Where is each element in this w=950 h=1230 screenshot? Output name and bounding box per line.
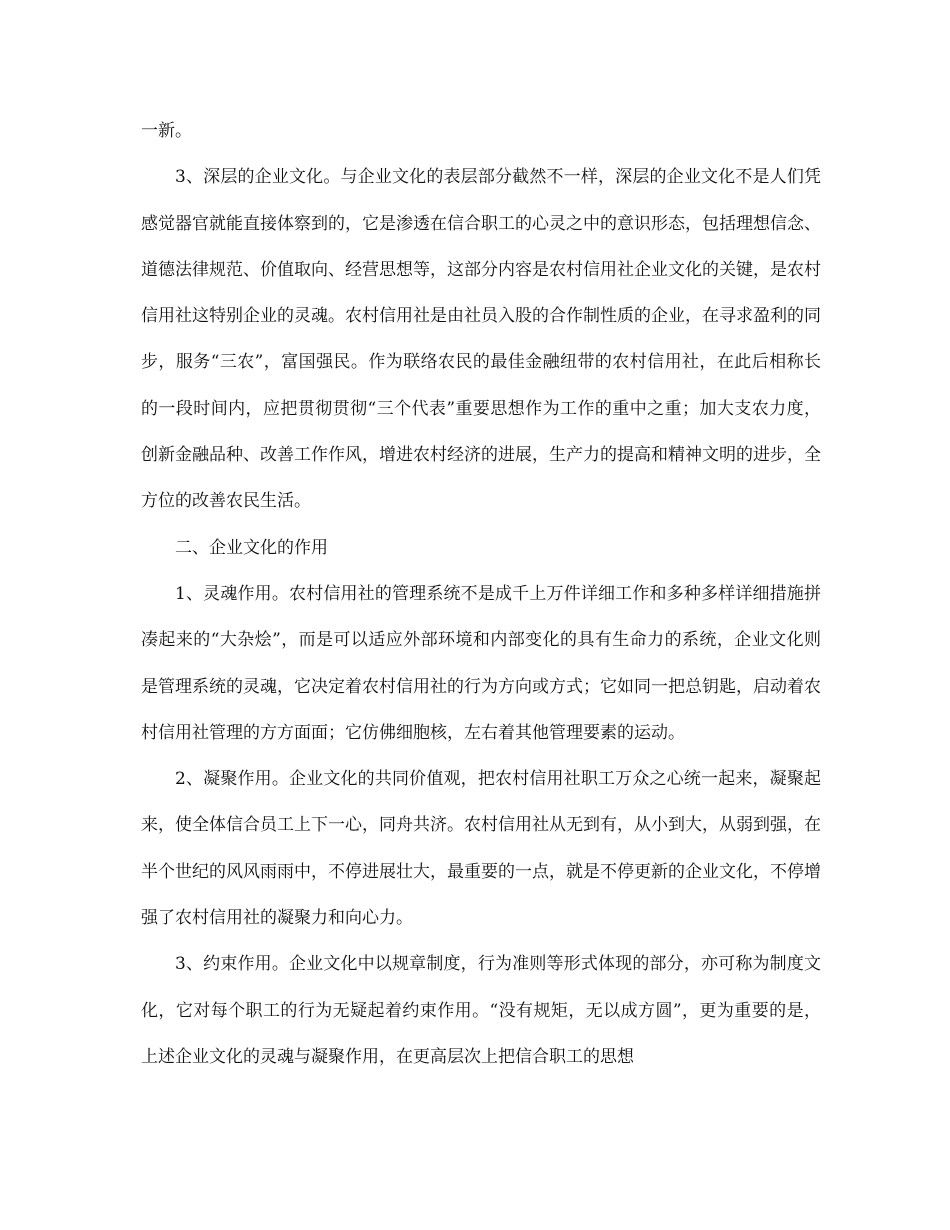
paragraph-cohesion-role: 2、凝聚作用。企业文化的共同价值观，把农村信用社职工万众之心统一起来，凝聚起来，使全体信合员工上下一心，同舟共济。农村信用社从无到有，从小到大，从弱到强，在半个世纪的风风雨雨中，不停进展壮大，最重要的一点，就是不停更新的企业文化，不停增强了农村信用社的凝聚力和向心力。 <box>141 769 821 929</box>
paragraph-deep-culture: 3、深层的企业文化。与企业文化的表层部分截然不一样，深层的企业文化不是人们凭感觉器官就能直接体察到的，它是渗透在信合职工的心灵之中的意识形态，包括理想信念、道德法律规范、价值取向、经营思想等，这部分内容是农村信用社企业文化的关键，是农村信用社这特别企业的灵魂。农村信用社是由社员入股的合作制性质的企业，在寻求盈利的同步，服务“三农”，富国强民。作为联络农民的最佳金融纽带的农村信用社，在此后相称长的一段时间内，应把贯彻贯彻“三个代表”重要思想作为工作的重中之重；加大支农力度，创新金融品种、改善工作作风，增进农村经济的进展，生产力的提高和精神文明的进步，全方位的改善农民生活。 <box>141 167 821 512</box>
paragraph-continuation: 一新。 <box>141 121 192 141</box>
paragraph-soul-role: 1、灵魂作用。农村信用社的管理系统不是成千上万件详细工作和多种多样详细措施拼凑起来的“大杂烩”，而是可以适应外部环境和内部变化的具有生命力的系统，企业文化则是管理系统的灵魂，它决定着农村信用社的行为方向或方式；它如同一把总钥匙，启动着农村信用社管理的方方面面；它仿佛细胞核，左右着其他管理要素的运动。 <box>141 583 821 743</box>
paragraph-constraint-role: 3、约束作用。企业文化中以规章制度，行为准则等形式体现的部分，亦可称为制度文化，它对每个职工的行为无疑起着约束作用。“没有规矩，无以成方圆”，更为重要的是，上述企业文化的灵魂与凝聚作用，在更高层次上把信合职工的思想 <box>141 954 821 1067</box>
document-body <box>141 108 821 1080</box>
section-heading-culture-role: 二、企业文化的作用 <box>175 537 328 558</box>
